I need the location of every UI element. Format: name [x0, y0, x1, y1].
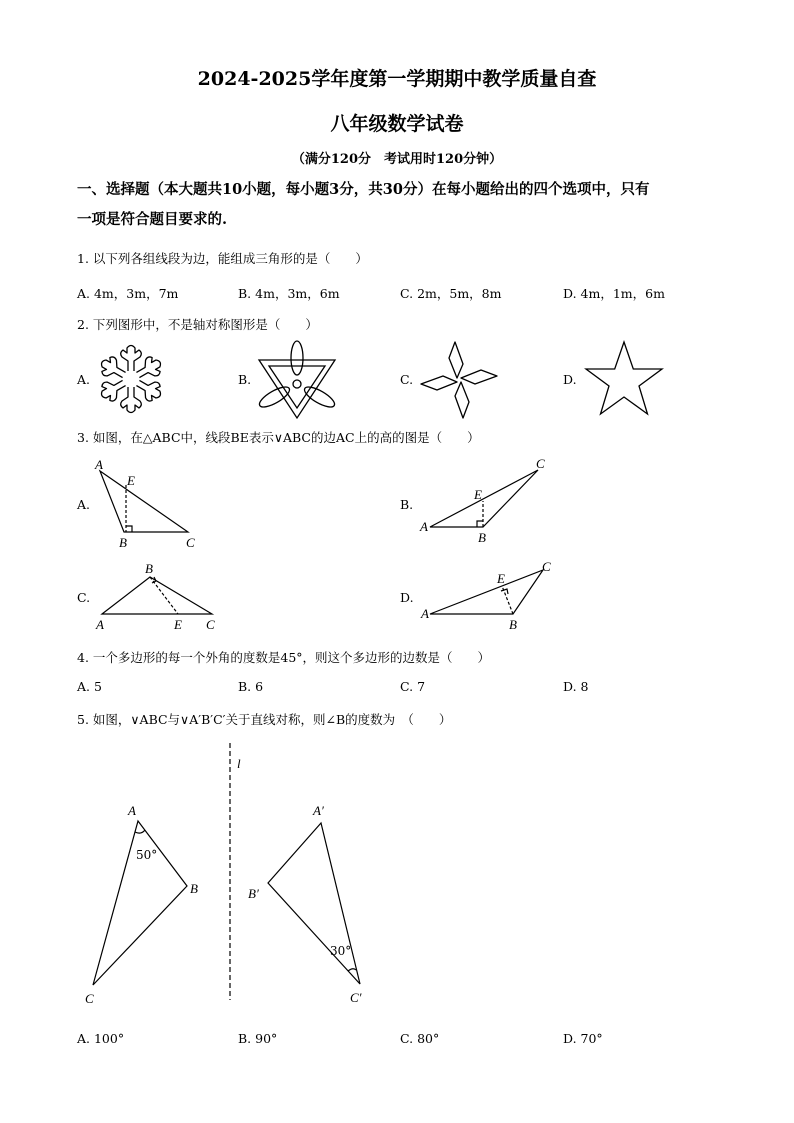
q3-figure-a [90, 455, 210, 550]
q3c-point-a: A [96, 617, 104, 632]
q3d-point-a: A [421, 606, 429, 621]
q3-label-b: B. [400, 497, 414, 512]
q3-figure-d [415, 558, 565, 636]
q3-label-d: D. [400, 590, 414, 605]
q3-figure-c [90, 560, 230, 635]
q3d-point-b: B [509, 617, 517, 632]
q4-option-a: A. 5 [77, 679, 102, 694]
q3d-point-c: C [542, 559, 551, 574]
section-heading-line1: 一、选择题（本大题共10小题，每小题3分，共30分）在每小题给出的四个选项中，只有 [77, 181, 650, 198]
exam-note: （满分120分 考试用时120分钟） [291, 152, 503, 167]
q5-point-a: A [128, 803, 136, 818]
q3b-point-b: B [478, 530, 486, 545]
q3b-point-e: E [474, 487, 482, 502]
q5-point-c-prime: C′ [350, 990, 362, 1005]
q4-option-d: D. 8 [563, 679, 589, 694]
q1-option-a: A. 4m，3m，7m [77, 286, 179, 301]
q3-stem: 3. 如图，在△ABC中，线段BE表示∨ABC的边AC上的高的图是（ ） [77, 430, 480, 445]
q3d-point-e: E [497, 571, 505, 586]
q3-figure-b [415, 455, 565, 550]
q5-option-c: C. 80° [400, 1031, 440, 1046]
q3a-point-b: B [119, 535, 127, 550]
q2-stem: 2. 下列图形中，不是轴对称图形是（ ） [77, 317, 318, 332]
q2-label-d: D. [563, 372, 577, 387]
q5-option-d: D. 70° [563, 1031, 603, 1046]
q1-option-b: B. 4m，3m，6m [238, 286, 340, 301]
q1-option-d: D. 4m，1m，6m [563, 286, 665, 301]
q3c-point-b: B [145, 561, 153, 576]
q3-label-a: A. [77, 497, 91, 512]
q3a-point-e: E [127, 473, 135, 488]
q4-stem: 4. 一个多边形的每一个外角的度数是45°，则这个多边形的边数是（ ） [77, 650, 491, 665]
q5-point-a-prime: A′ [313, 803, 324, 818]
q4-option-c: C. 7 [400, 679, 426, 694]
q5-point-b-prime: B′ [248, 886, 259, 901]
q5-point-b: B [190, 881, 198, 896]
q5-figure [80, 738, 400, 1023]
propeller-triangle-figure [256, 340, 338, 420]
q5-point-c: C [85, 991, 94, 1006]
exam-title: 2024-2025学年度第一学期期中教学质量自查 [197, 68, 597, 90]
q3a-point-a: A [95, 457, 103, 472]
q3c-point-c: C [206, 617, 215, 632]
q2-label-b: B. [238, 372, 252, 387]
section-heading-line2: 一项是符合题目要求的. [77, 211, 228, 228]
q3c-point-e: E [174, 617, 182, 632]
q4-option-b: B. 6 [238, 679, 264, 694]
q5-option-b: B. 90° [238, 1031, 278, 1046]
q1-stem: 1. 以下列各组线段为边，能组成三角形的是（ ） [77, 251, 368, 266]
symmetry-line-label: l [237, 756, 241, 771]
q2-label-a: A. [77, 372, 91, 387]
q1-option-c: C. 2m，5m，8m [400, 286, 502, 301]
q5-angle-a-label: 50° [136, 848, 158, 862]
q3b-point-a: A [420, 519, 428, 534]
q5-stem: 5. 如图，∨ABC与∨A′B′C′关于直线对称，则∠B的度数为 （ ） [77, 712, 452, 727]
q3a-point-c: C [186, 535, 195, 550]
snowflake-figure [95, 340, 167, 418]
star-figure [584, 340, 664, 418]
q3b-point-c: C [536, 456, 545, 471]
q3-label-c: C. [77, 590, 91, 605]
q2-label-c: C. [400, 372, 414, 387]
q5-option-a: A. 100° [77, 1031, 125, 1046]
q5-angle-c-prime-label: 30° [330, 944, 352, 958]
pinwheel-figure [418, 340, 500, 420]
exam-subtitle: 八年级数学试卷 [330, 113, 464, 135]
